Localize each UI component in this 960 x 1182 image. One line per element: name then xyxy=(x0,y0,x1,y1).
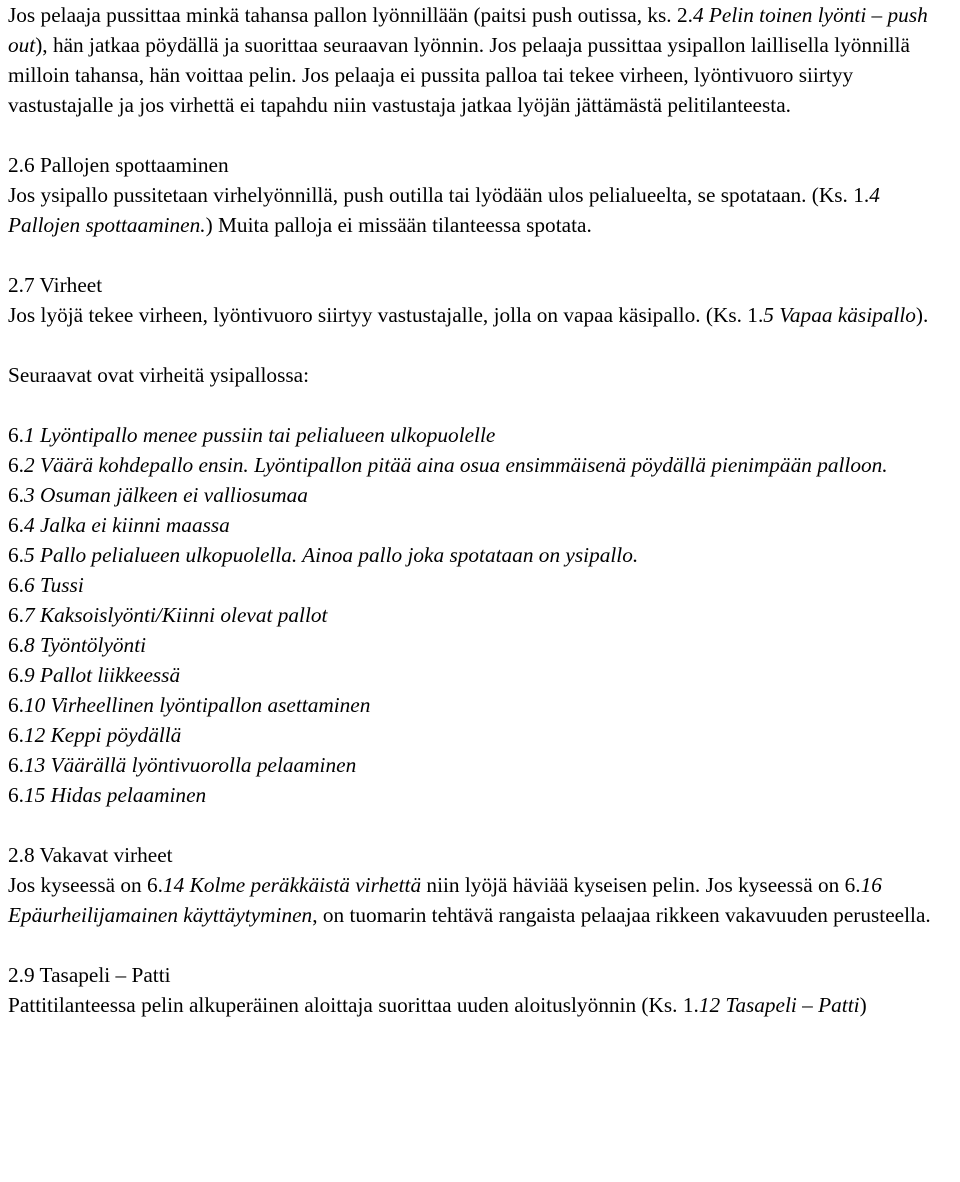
list-item xyxy=(8,510,950,540)
list-item xyxy=(8,600,950,630)
list-item-number: 6. xyxy=(8,603,24,627)
section-2-6-text-1: Jos ysipallo pussitetaan virhelyönnillä, push outilla tai lyödään ulos pelialueelta, se spotataan. (Ks. 1. xyxy=(8,183,870,207)
list-item xyxy=(8,660,950,690)
spacer xyxy=(8,120,950,150)
section-2-8-text-1: Jos kyseessä on 6. xyxy=(8,873,163,897)
list-item xyxy=(8,750,950,780)
intro-text-1: Jos pelaaja pussittaa minkä tahansa pallon lyönnillään (paitsi push outissa, ks. 2. xyxy=(8,3,693,27)
list-item-text: 9 Pallot liikkeessä xyxy=(23,663,181,687)
fouls-list xyxy=(8,420,950,810)
section-2-6-text-2: ) Muita palloja ei missään tilanteessa spotata. xyxy=(205,213,592,237)
list-item-text: 5 Pallo pelialueen ulkopuolella. Ainoa pallo joka spotataan on ysipallo. xyxy=(23,543,639,567)
section-2-9-reference: 12 Tasapeli – Patti xyxy=(698,993,860,1017)
list-item-number: 6. xyxy=(8,783,24,807)
list-item xyxy=(8,570,950,600)
list-item-number: 6. xyxy=(8,513,24,537)
section-2-8-heading: 2.8 Vakavat virheet xyxy=(8,843,173,867)
list-item-number: 6. xyxy=(8,693,24,717)
list-item-text: 12 Keppi pöydällä xyxy=(23,723,182,747)
list-item-number: 6. xyxy=(8,543,24,567)
list-item-text: 2 Väärä kohdepallo ensin. Lyöntipallon pitää aina osua ensimmäisenä pöydällä pienimpään palloon. xyxy=(23,453,888,477)
list-item-number: 6. xyxy=(8,663,24,687)
list-item-text: 10 Virheellinen lyöntipallon asettaminen xyxy=(23,693,371,717)
section-2-8-body xyxy=(8,870,950,930)
spacer xyxy=(8,390,950,420)
list-item-number: 6. xyxy=(8,633,24,657)
list-item xyxy=(8,690,950,720)
list-item-text: 6 Tussi xyxy=(23,573,84,597)
list-item-text: 1 Lyöntipallo menee pussiin tai pelialueen ulkopuolelle xyxy=(23,423,496,447)
section-2-9-body xyxy=(8,990,950,1020)
intro-paragraph xyxy=(8,0,950,120)
section-2-8-text-2: niin lyöjä häviää kyseisen pelin. Jos kyseessä on 6. xyxy=(421,873,861,897)
section-2-9-heading: 2.9 Tasapeli – Patti xyxy=(8,963,171,987)
list-item-text: 4 Jalka ei kiinni maassa xyxy=(23,513,230,537)
section-2-8-reference-1: 14 Kolme peräkkäistä virhettä xyxy=(163,873,422,897)
intro-text-2: ), hän jatkaa pöydällä ja suorittaa seuraavan lyönnin. Jos pelaaja pussittaa ysipallon laillisella lyönnillä milloin tahansa, hän voittaa pelin. Jos pelaaja ei pussita palloa tai tekee virheen, lyöntivuoro siirtyy vastustajalle ja jos virhettä ei tapahdu niin vastustaja jatkaa lyöjän jättämästä pelitilanteesta. xyxy=(8,33,910,117)
list-item xyxy=(8,540,950,570)
section-2-7-text-1: Jos lyöjä tekee virheen, lyöntivuoro siirtyy vastustajalle, jolla on vapaa käsipallo. (Ks. 1. xyxy=(8,303,764,327)
spacer xyxy=(8,810,950,840)
section-2-6-reference: 4 Pallojen spottaaminen. xyxy=(8,183,880,237)
spacer xyxy=(8,240,950,270)
section-2-8-reference-2: 16 Epäurheilijamainen käyttäytyminen xyxy=(8,873,882,927)
list-item-text: 15 Hidas pelaaminen xyxy=(23,783,207,807)
list-item xyxy=(8,480,950,510)
list-item-number: 6. xyxy=(8,753,24,777)
list-item-number: 6. xyxy=(8,573,24,597)
section-2-7-text-2: ). xyxy=(915,303,929,327)
section-2-6-heading: 2.6 Pallojen spottaaminen xyxy=(8,153,229,177)
section-2-7-body xyxy=(8,300,950,330)
section-2-7-reference: 5 Vapaa käsipallo xyxy=(763,303,916,327)
section-2-8-text-3: , on tuomarin tehtävä rangaista pelaajaa rikkeen vakavuuden perusteella. xyxy=(312,903,931,927)
intro-reference-push-out: 4 Pelin toinen lyönti – push out xyxy=(8,3,928,57)
list-item xyxy=(8,450,950,480)
list-item-number: 6. xyxy=(8,453,24,477)
section-2-7-heading: 2.7 Virheet xyxy=(8,273,103,297)
list-item-text: 7 Kaksoislyönti/Kiinni olevat pallot xyxy=(23,603,328,627)
spacer xyxy=(8,330,950,360)
section-2-9-text-2: ) xyxy=(859,993,867,1017)
spacer xyxy=(8,930,950,960)
fouls-list-intro: Seuraavat ovat virheitä ysipallossa: xyxy=(8,363,310,387)
list-item xyxy=(8,630,950,660)
list-item-number: 6. xyxy=(8,483,24,507)
list-item xyxy=(8,420,950,450)
section-2-9-text-1: Pattitilanteessa pelin alkuperäinen aloittaja suorittaa uuden aloituslyönnin (Ks. 1. xyxy=(8,993,699,1017)
list-item-text: 13 Väärällä lyöntivuorolla pelaaminen xyxy=(23,753,357,777)
list-item xyxy=(8,720,950,750)
list-item-number: 6. xyxy=(8,723,24,747)
list-item-text: 8 Työntölyönti xyxy=(23,633,147,657)
list-item xyxy=(8,780,950,810)
section-2-6-body xyxy=(8,180,950,240)
list-item-number: 6. xyxy=(8,423,24,447)
list-item-text: 3 Osuman jälkeen ei valliosumaa xyxy=(23,483,308,507)
